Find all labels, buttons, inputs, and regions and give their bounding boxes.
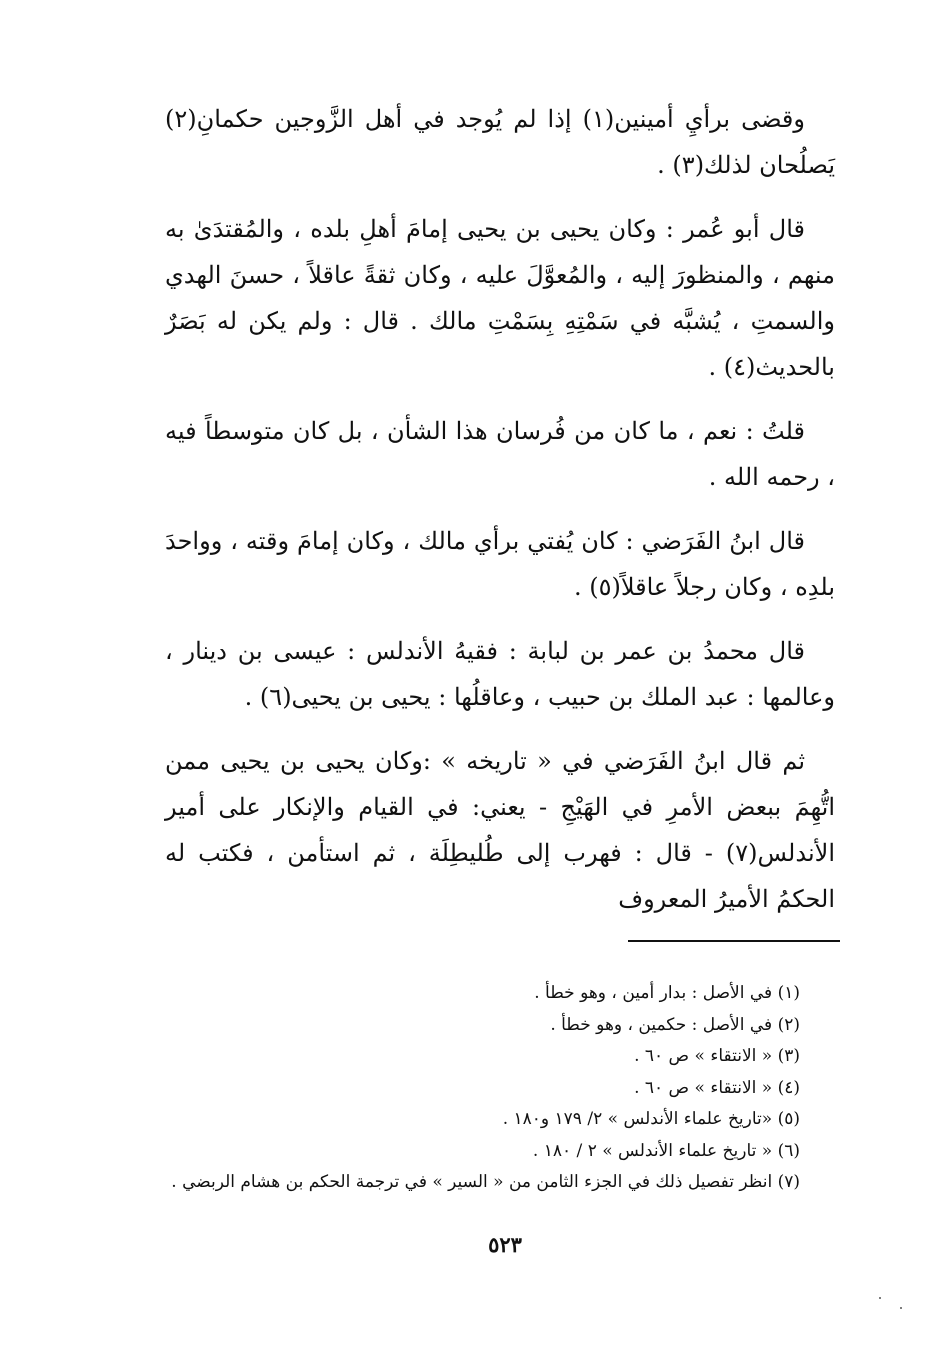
footnote: (٦) « تاريخ علماء الأندلس » ٢ / ١٨٠ .: [532, 1140, 800, 1161]
scan-speck: [879, 1297, 881, 1299]
main-text: [165, 96, 835, 940]
footnote: (١) في الأصل : بدار أمين ، وهو خطأ .: [534, 983, 800, 1003]
paragraph: قال ابنُ الفَرَضي : كان يُفتي برأي مالك ، وكان إمامَ وقته ، وواحدَ بلدِه ، وكان رجلاً عاقلاً(٥) .: [165, 527, 835, 601]
footnote: (٧) انظر تفصيل ذلك في الجزء الثامن من « السير » في ترجمة الحكم بن هشام الربضي .: [171, 1172, 800, 1192]
footnotes: [160, 978, 800, 1199]
footnote: (٢) في الأصل : حكمين ، وهو خطأ .: [550, 1014, 800, 1035]
footnote: (٣) « الانتقاء » ص ٦٠ .: [634, 1046, 800, 1066]
footnote: (٤) « الانتقاء » ص ٦٠ .: [634, 1077, 800, 1098]
paragraph: وقضى برأيِ أمينين(١) إذا لم يُوجد في أهل الزَّوجين حكمانِ(٢) يَصلُحان لذلك(٣) .: [165, 105, 835, 179]
paragraph: قال أبو عُمر : وكان يحيى بن يحيى إمامَ أهلِ بلده ، والمُقتدَىٰ به منهم ، والمنظورَ إليه ، والمُعوَّلَ عليه ، وكان ثقةً عاقلاً ، حسنَ الهدي والسمتِ ، يُشبَّه في سَمْتِهِ بِسَمْتِ مالك . قال : ولم يكن له بَصَرٌ بالحديث(٤) .: [165, 215, 835, 381]
paragraph: قلتُ : نعم ، ما كان من فُرسان هذا الشأن ، بل كان متوسطاً فيه ، رحمه الله .: [165, 417, 835, 491]
paragraph: ثم قال ابنُ الفَرَضي في « تاريخه » :وكان يحيى بن يحيى ممن اتُّهِمَ ببعض الأمرِ في الهَيْجِ - يعني: في القيام والإنكار على أمير الأندلس(٧) - قال : فهرب إلى طُليطِلَة ، ثم استأمن ، فكتب له الحكمُ الأميرُ المعروف: [165, 747, 835, 913]
paragraph: قال محمدُ بن عمر بن لبابة : فقيهُ الأندلس : عيسى بن دينار ، وعالمها : عبد الملك بن حبيب ، وعاقلُها : يحيى بن يحيى(٦) .: [165, 637, 835, 711]
footnote: (٥) «تاريخ علماء الأندلس » ٢/ ١٧٩ و١٨٠ .: [502, 1109, 800, 1129]
page-number: ٥٢٣: [488, 1232, 522, 1257]
scan-speck: [900, 1307, 902, 1309]
footnote-separator: [628, 940, 840, 942]
